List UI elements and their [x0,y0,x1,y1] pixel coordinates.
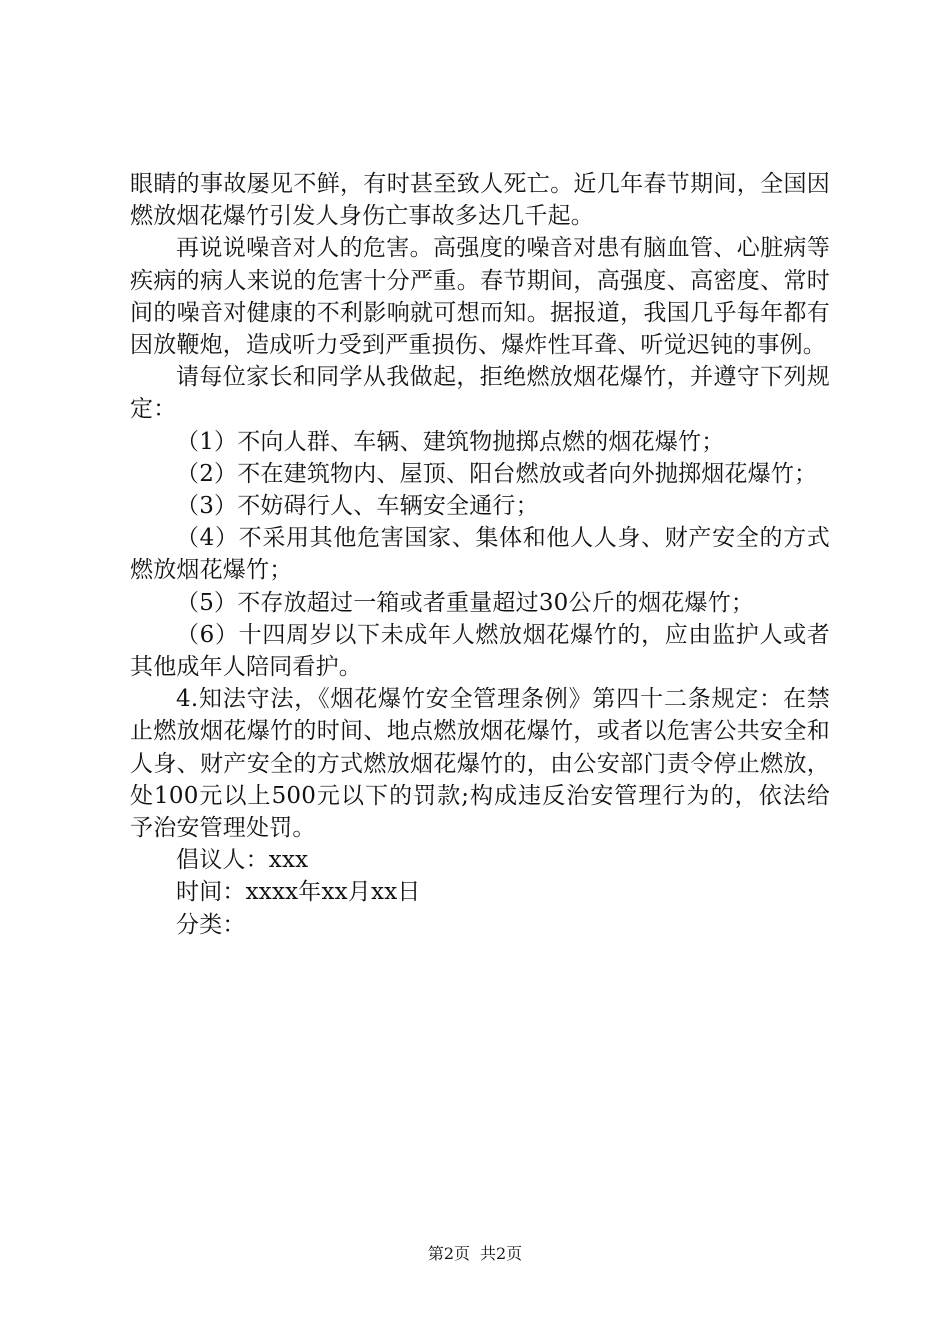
rule-item-4: （4）不采用其他危害国家、集体和他人人身、财产安全的方式燃放烟花爆竹； [130,525,830,584]
category-line: 分类： [176,911,246,938]
paragraph-accident-stats: 眼睛的事故屡见不鲜，有时甚至致人死亡。近几年春节期间，全国因燃放烟花爆竹引发人身伤亡事故多达几千起。 [130,171,830,230]
rule-item-5: （5）不存放超过一箱或者重量超过30公斤的烟花爆竹； [176,589,755,616]
page-footer [0,1244,950,1264]
rule-item-1: （1）不向人群、车辆、建筑物抛掷点燃的烟花爆竹； [176,428,725,455]
rule-item-3: （3）不妨碍行人、车辆安全通行； [176,493,539,520]
initiator-line: 倡议人：xxx [176,847,309,874]
paragraph-appeal: 请每位家长和同学从我做起，拒绝燃放烟花爆竹，并遵守下列规定： [130,364,830,423]
rule-item-6: （6）十四周岁以下未成年人燃放烟花爆竹的，应由监护人或者其他成年人陪同看护。 [130,621,830,681]
paragraph-law: 4.知法守法，《烟花爆竹安全管理条例》第四十二条规定：在禁止燃放烟花爆竹的时间、地点燃放烟花爆竹，或者以危害公共安全和人身、财产安全的方式燃放烟花爆竹的，由公安部门责令停止燃放，处100元以上500元以下的罚款;构成违反治安管理行为的，依法给予治安管理处罚。 [130,686,830,842]
date-line: 时间：xxxx年xx月xx日 [176,879,421,906]
document-body [130,168,830,941]
rule-item-2: （2）不在建筑物内、屋顶、阳台燃放或者向外抛掷烟花爆竹； [176,460,818,487]
page-total: 共2页 [480,1244,523,1263]
page-number: 第2页 [427,1244,470,1263]
paragraph-noise-harm: 再说说噪音对人的危害。高强度的噪音对患有脑血管、心脏病等疾病的病人来说的危害十分严重。春节期间，高强度、高密度、常时间的噪音对健康的不利影响就可想而知。据报道，我国几乎每年都有因放鞭炮，造成听力受到严重损伤、爆炸性耳聋、听觉迟钝的事例。 [130,235,830,359]
